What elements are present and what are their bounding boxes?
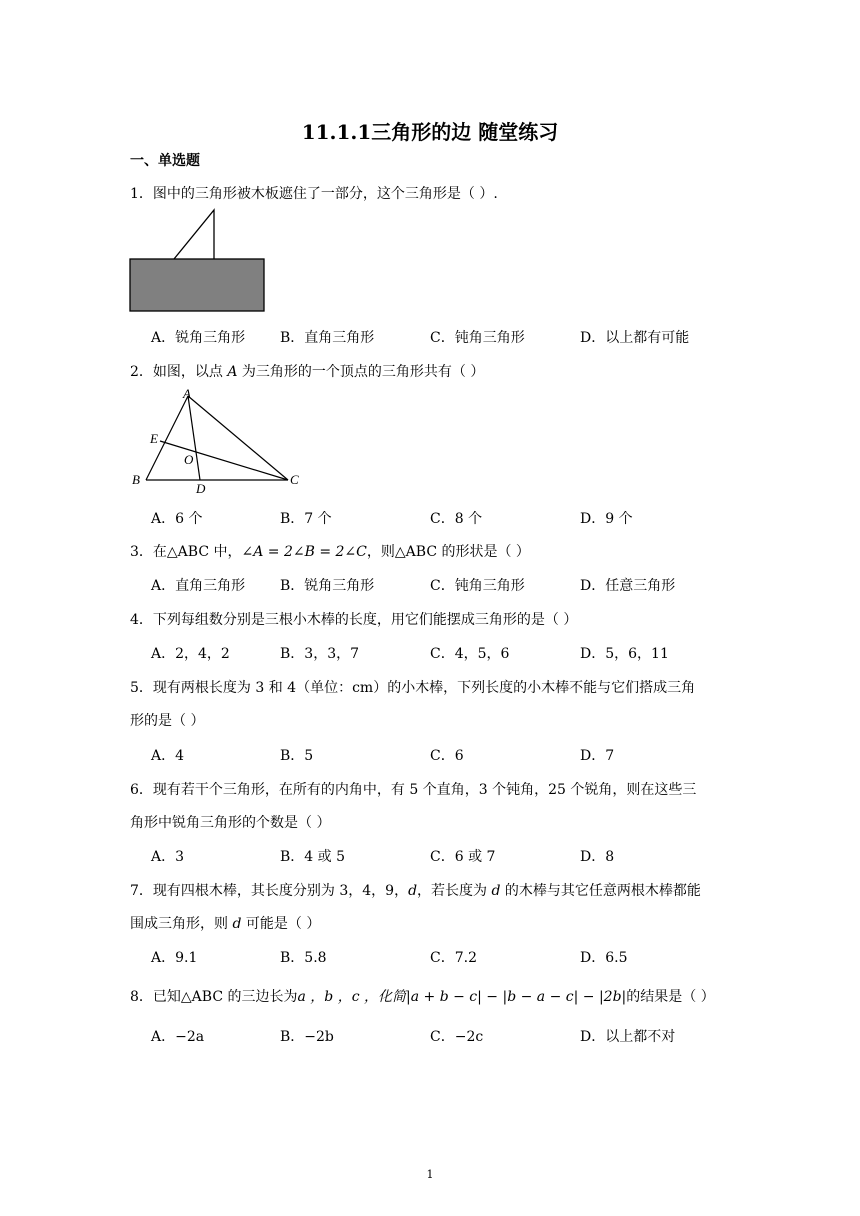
q6-option-c[interactable]: C．6 或 7 (430, 849, 496, 865)
q3-option-d[interactable]: D．任意三角形 (580, 578, 676, 594)
q8-option-d[interactable]: D．以上都不对 (580, 1029, 676, 1045)
q1-option-b[interactable]: B．直角三角形 (280, 330, 375, 346)
q8-option-a[interactable]: A．−2a (151, 1029, 205, 1045)
q3-math: ∠A = 2∠B = 2∠C (241, 544, 367, 560)
q2-option-c[interactable]: C．8 个 (430, 511, 483, 527)
q4-option-c[interactable]: C．4，5，6 (430, 646, 510, 662)
section-heading: 一、单选题 (130, 153, 200, 169)
partial-triangle (174, 210, 214, 259)
label-a: A (183, 386, 191, 401)
q8-math: |a + b − c| − |b − a − c| − |2b| (406, 989, 627, 1005)
q2-option-b[interactable]: B．7 个 (280, 511, 332, 527)
q1-option-c[interactable]: C．钝角三角形 (430, 330, 525, 346)
q7-option-a[interactable]: A．9.1 (151, 950, 198, 966)
document-title: 11.1.1三角形的边 随堂练习 (301, 120, 559, 144)
q5-option-d[interactable]: D．7 (580, 748, 615, 764)
q5-option-b[interactable]: B．5 (280, 748, 314, 764)
question-6-stem-line1: 6．现有若干个三角形，在所有的内角中，有 5 个直角，3 个钝角，25 个锐角，则在这些三 (130, 782, 697, 798)
label-o: O (184, 452, 194, 467)
q5-option-c[interactable]: C．6 (430, 748, 464, 764)
q4-option-b[interactable]: B．3，3，7 (280, 646, 360, 662)
question-1-figure (128, 208, 268, 314)
q3-option-a[interactable]: A．直角三角形 (151, 578, 246, 594)
q6-option-b[interactable]: B．4 或 5 (280, 849, 346, 865)
q2-option-a[interactable]: A．6 个 (151, 511, 203, 527)
q6-option-a[interactable]: A．3 (151, 849, 185, 865)
question-6-stem-line2: 角形中锐角三角形的个数是（ ） (130, 815, 331, 831)
question-3-stem: 3．在△ABC 中，∠A = 2∠B = 2∠C，则△ABC 的形状是（ ） (130, 544, 530, 560)
label-d: D (196, 481, 206, 496)
question-7-stem-line2: 围成三角形，则 d 可能是（ ） (130, 916, 321, 932)
page-number: 1 (426, 1168, 434, 1181)
label-b: B (132, 472, 140, 487)
question-5-stem-line2: 形的是（ ） (130, 713, 205, 729)
q2-option-d[interactable]: D．9 个 (580, 511, 633, 527)
q7-option-d[interactable]: D．6.5 (580, 950, 628, 966)
q1-option-a[interactable]: A．锐角三角形 (151, 330, 246, 346)
question-7-stem-line1: 7．现有四根木棒，其长度分别为 3，4，9，d，若长度为 d 的木棒与其它任意两根木棒都能 (130, 883, 701, 899)
q8-option-b[interactable]: B．−2b (280, 1029, 334, 1045)
q1-option-d[interactable]: D．以上都有可能 (580, 330, 690, 346)
question-1-stem: 1．图中的三角形被木板遮住了一部分，这个三角形是（ ）. (130, 186, 498, 202)
q4-option-d[interactable]: D．5，6，11 (580, 646, 669, 662)
question-2-figure (128, 386, 308, 496)
board-rectangle (130, 259, 264, 311)
q6-option-d[interactable]: D．8 (580, 849, 615, 865)
q3-option-c[interactable]: C．钝角三角形 (430, 578, 525, 594)
label-e: E (150, 431, 158, 446)
q7-option-b[interactable]: B．5.8 (280, 950, 327, 966)
q3-option-b[interactable]: B．锐角三角形 (280, 578, 375, 594)
question-8-stem: 8．已知△ABC 的三边长为a ，b ，c ，化简|a + b − c| − |b − a − c| − |2b|的结果是（ ） (130, 989, 715, 1005)
label-c: C (290, 472, 299, 487)
q5-option-a[interactable]: A．4 (151, 748, 185, 764)
q4-option-a[interactable]: A．2，4，2 (151, 646, 230, 662)
question-2-stem: 2．如图，以点 A 为三角形的一个顶点的三角形共有（ ） (130, 364, 485, 380)
question-5-stem-line1: 5．现有两根长度为 3 和 4（单位：cm）的小木棒，下列长度的小木棒不能与它们搭成三角 (130, 680, 696, 696)
q8-option-c[interactable]: C．−2c (430, 1029, 484, 1045)
q7-option-c[interactable]: C．7.2 (430, 950, 477, 966)
question-4-stem: 4．下列每组数分别是三根小木棒的长度，用它们能摆成三角形的是（ ） (130, 612, 578, 628)
